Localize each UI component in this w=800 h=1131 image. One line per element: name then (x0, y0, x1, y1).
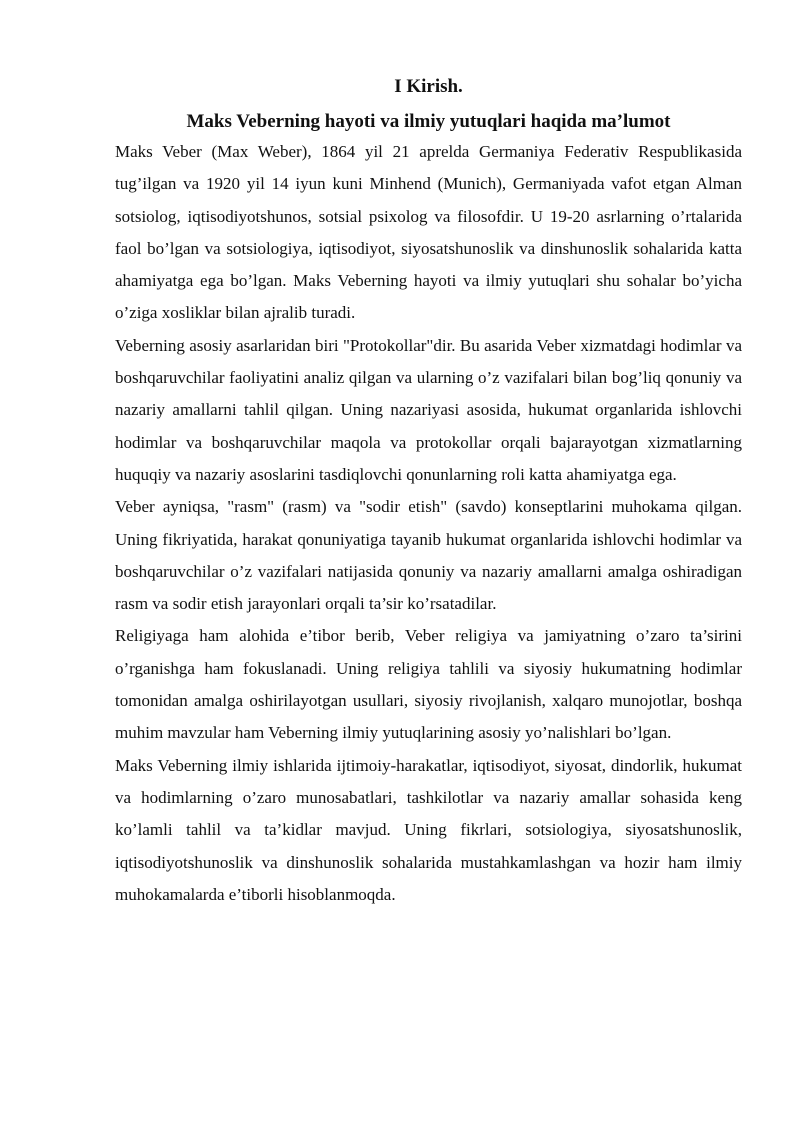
paragraph-biography: Maks Veber (Max Weber), 1864 yil 21 aprelda Germaniya Federativ Respublikasida tug’ilgan va 1920 yil 14 iyun kuni Minhend (Munich), Germaniyada vafot etgan Alman sotsiolog, iqtisodiyotshunos, sotsial psixolog va filosofdir. U 19-20 asrlarning o’rtalarida faol bo’lgan va sotsiologiya, iqtisodiyot, siyosatshunoslik va dinshunoslik sohalarida katta ahamiyatga ega bo’lgan. Maks Veberning hayoti va ilmiy yutuqlari shu sohalar bo’yicha o’ziga xosliklar bilan ajralib turadi. (115, 142, 742, 323)
chapter-heading: I Kirish. (394, 76, 463, 97)
paragraph-religion: Religiyaga ham alohida e’tibor berib, Veber religiya va jamiyatning o’zaro ta’sirini o’rganishga ham fokuslanadi. Uning religiya tahlili va siyosiy hukumatning hodimlar tomonidan amalga oshirilayotgan usullari, siyosiy rivojlanish, xalqaro munojotlar, boshqa muhim mavzular ham Veberning ilmiy yutuqlarining asosiy yo’nalishlari bo’lgan. (115, 626, 742, 743)
paragraph-protocols: Veberning asosiy asarlaridan biri "Protokollar"dir. Bu asarida Veber xizmatdagi hodimlar va boshqaruvchilar faoliyatini analiz qilgan va ularning o’z vazifalari bilan bog’liq qonuniy va nazariy amallarni tahlil qilgan. Uning nazariyasi asosida, hukumat organlarida ishlovchi hodimlar va boshqaruvchilar maqola va protokollar orqali bajarayotgan xizmatlarning huquqiy va nazariy asoslarini tasdiqlovchi qonunlarning roli katta ahamiyatga ega. (115, 335, 742, 484)
document-title: Maks Veberning hayoti va ilmiy yutuqlari haqida ma’lumot (186, 111, 671, 132)
document-page (115, 72, 742, 911)
paragraph-conclusion: Maks Veberning ilmiy ishlarida ijtimoiy-harakatlar, iqtisodiyot, siyosat, dindorlik, hukumat va hodimlarning o’zaro munosabatlari, tashkilotlar va nazariy amallar sohasida keng ko’lamli tahlil va ta’kidlar mavjud. Uning fikrlari, sotsiologiya, siyosatshunoslik, iqtisodiyotshunoslik va dinshunoslik sohalarida mustahkamlashgan va hozir ham ilmiy muhokamalarda e’tiborli hisoblanmoqda. (115, 755, 742, 904)
paragraph-concepts: Veber ayniqsa, "rasm" (rasm) va "sodir etish" (savdo) konseptlarini muhokama qilgan. Uning fikriyatida, harakat qonuniyatiga tayanib hukumat organlarida ishlovchi hodimlar va boshqaruvchilar o’z vazifalari natijasida qonuniy va nazariy amallarni amalga oshiradigan rasm va sodir etish jarayonlari orqali ta’sir ko’rsatadilar. (115, 497, 742, 614)
